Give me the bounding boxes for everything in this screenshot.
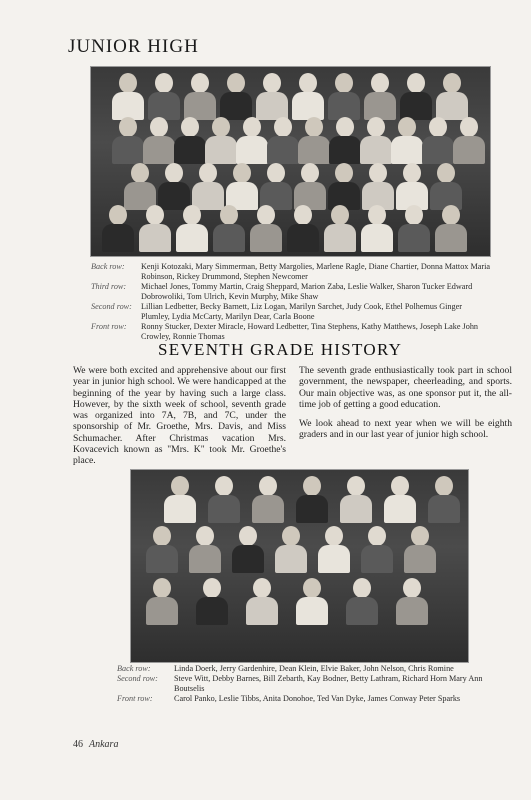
student-figure <box>252 495 284 523</box>
student-figure <box>368 526 386 546</box>
student-figure <box>331 205 349 225</box>
student-figure <box>146 205 164 225</box>
student-figure <box>368 205 386 225</box>
student-figure <box>340 495 372 523</box>
row-label: Second row: <box>91 302 132 311</box>
student-figure <box>303 476 321 496</box>
student-figure <box>243 117 261 137</box>
student-figure <box>329 136 361 164</box>
student-figure <box>112 92 144 120</box>
student-figure <box>325 526 343 546</box>
history-title: SEVENTH GRADE HISTORY <box>158 340 403 359</box>
row-names: Steve Witt, Debby Barnes, Bill Zebarth, Kay Bodner, Betty Lathram, Richard Horn Mary Ann Boutselis <box>174 674 483 693</box>
student-figure <box>391 136 423 164</box>
student-figure <box>422 136 454 164</box>
student-figure <box>164 495 196 523</box>
student-figure <box>435 476 453 496</box>
row-names: Linda Doerk, Jerry Gardenhire, Dean Klein, Elvie Baker, John Nelson, Chris Romine <box>174 664 454 673</box>
student-figure <box>361 224 393 252</box>
student-figure <box>400 92 432 120</box>
student-figure <box>287 224 319 252</box>
student-figure <box>220 92 252 120</box>
text-column-left <box>73 365 286 475</box>
student-figure <box>165 163 183 183</box>
student-figure <box>181 117 199 137</box>
student-figure <box>233 163 251 183</box>
student-figure <box>232 545 264 573</box>
student-figure <box>256 92 288 120</box>
row-names: Ronny Stucker, Dexter Miracle, Howard Ledbetter, Tina Stephens, Kathy Matthews, Joseph Lake John Crowley, Ronnie Thomas <box>141 322 479 341</box>
student-figure <box>435 224 467 252</box>
student-figure <box>294 205 312 225</box>
student-figure <box>213 224 245 252</box>
student-figure <box>384 495 416 523</box>
student-figure <box>215 476 233 496</box>
student-figure <box>437 163 455 183</box>
student-figure <box>391 476 409 496</box>
student-figure <box>407 73 425 93</box>
student-figure <box>176 224 208 252</box>
student-figure <box>346 597 378 625</box>
student-figure <box>263 73 281 93</box>
student-figure <box>305 117 323 137</box>
text-column-right <box>299 365 512 449</box>
student-figure <box>196 526 214 546</box>
student-figure <box>155 73 173 93</box>
student-figure <box>246 597 278 625</box>
row-label: Third row: <box>91 282 127 291</box>
paragraph: We look ahead to next year when we will be eighth graders and in our last year of junior high school. <box>299 418 512 441</box>
paragraph: The seventh grade enthusiastically took part in school government, the newspaper, cheerleading, and sports. Our main objective was, as one sponsor put it, the all-time job of getting a good education. <box>299 365 512 410</box>
row-label: Second row: <box>117 674 158 683</box>
student-figure <box>436 92 468 120</box>
student-figure <box>460 117 478 137</box>
student-figure <box>174 136 206 164</box>
student-figure <box>112 136 144 164</box>
caption-row <box>117 694 487 704</box>
student-figure <box>148 92 180 120</box>
class-photo-junior-high <box>90 66 491 257</box>
student-figure <box>158 182 190 210</box>
student-figure <box>119 117 137 137</box>
student-figure <box>150 117 168 137</box>
student-figure <box>189 545 221 573</box>
caption-row <box>91 262 491 282</box>
photo1-caption <box>91 262 491 342</box>
student-figure <box>119 73 137 93</box>
student-figure <box>153 526 171 546</box>
row-names: Lillian Ledbetter, Becky Barnett, Liz Logan, Marilyn Sarchet, Judy Cook, Ethel Polhemus Ginger Plumley, Lydia McCarty, Marilyn Dear, Carla Boone <box>141 302 462 321</box>
student-figure <box>369 163 387 183</box>
student-figure <box>301 163 319 183</box>
student-figure <box>139 224 171 252</box>
caption-row <box>117 674 487 694</box>
caption-row <box>91 282 491 302</box>
student-figure <box>184 92 216 120</box>
student-figure <box>335 163 353 183</box>
student-figure <box>318 545 350 573</box>
row-label: Back row: <box>117 664 151 673</box>
student-figure <box>253 578 271 598</box>
student-figure <box>303 578 321 598</box>
student-figure <box>398 224 430 252</box>
student-figure <box>191 73 209 93</box>
student-figure <box>267 163 285 183</box>
student-figure <box>298 136 330 164</box>
student-figure <box>398 117 416 137</box>
row-names: Kenji Kotozaki, Mary Simmerman, Betty Margolies, Marlene Ragle, Diane Chartier, Donna Mattox Maria Robinson, Rickey Drummond, Stephen Newcomer <box>141 262 490 281</box>
student-figure <box>143 136 175 164</box>
page-footer <box>73 739 118 750</box>
student-figure <box>428 495 460 523</box>
row-label: Front row: <box>117 694 153 703</box>
photo2-caption <box>117 664 487 704</box>
student-figure <box>146 597 178 625</box>
student-figure <box>146 545 178 573</box>
student-figure <box>367 117 385 137</box>
student-figure <box>299 73 317 93</box>
student-figure <box>403 163 421 183</box>
paragraph: We were both excited and apprehensive about our first year in junior high school. We were handicapped at the beginning of the year by having such a large class. However, by the sixth week of school, seventh grade was organized into 7A, 7B, and 7C, under the sponsorship of Mr. Groethe, Mrs. Davis, and Miss Schumacher. After Christmas vacation Mrs. Kovacevich known as "Mrs. K" took Mr. Groethe's place. <box>73 365 286 467</box>
student-figure <box>429 117 447 137</box>
student-figure <box>208 495 240 523</box>
student-figure <box>153 578 171 598</box>
student-figure <box>443 73 461 93</box>
student-figure <box>183 205 201 225</box>
student-figure <box>250 224 282 252</box>
page-number: 46 <box>73 739 83 750</box>
caption-row <box>91 302 491 322</box>
student-figure <box>335 73 353 93</box>
student-figure <box>275 545 307 573</box>
student-figure <box>203 578 221 598</box>
student-figure <box>361 545 393 573</box>
student-figure <box>220 205 238 225</box>
student-figure <box>324 224 356 252</box>
student-figure <box>131 163 149 183</box>
row-names: Carol Panko, Leslie Tibbs, Anita Donohoe, Ted Van Dyke, James Conway Peter Sparks <box>174 694 461 703</box>
student-figure <box>442 205 460 225</box>
student-figure <box>257 205 275 225</box>
student-figure <box>205 136 237 164</box>
student-figure <box>267 136 299 164</box>
caption-row <box>117 664 487 674</box>
student-figure <box>353 578 371 598</box>
student-figure <box>239 526 257 546</box>
student-figure <box>196 597 228 625</box>
student-figure <box>259 476 277 496</box>
student-figure <box>171 476 189 496</box>
student-figure <box>396 597 428 625</box>
student-figure <box>227 73 245 93</box>
row-label: Front row: <box>91 322 127 331</box>
class-photo-seventh-grade <box>130 469 469 663</box>
student-figure <box>282 526 300 546</box>
student-figure <box>360 136 392 164</box>
student-figure <box>404 545 436 573</box>
student-figure <box>364 92 396 120</box>
row-label: Back row: <box>91 262 125 271</box>
student-figure <box>109 205 127 225</box>
student-figure <box>328 92 360 120</box>
student-figure <box>347 476 365 496</box>
student-figure <box>411 526 429 546</box>
caption-row <box>91 322 491 342</box>
student-figure <box>371 73 389 93</box>
student-figure <box>296 495 328 523</box>
section-title: JUNIOR HIGH <box>68 36 199 57</box>
student-figure <box>199 163 217 183</box>
row-names: Michael Jones, Tommy Martin, Craig Sheppard, Marion Zaba, Leslie Walker, Sharon Tucker Edward Dobrowoliki, Tom Ulrich, Kevin Murphy, Mike Shaw <box>141 282 473 301</box>
student-figure <box>336 117 354 137</box>
student-figure <box>296 597 328 625</box>
student-figure <box>236 136 268 164</box>
student-figure <box>403 578 421 598</box>
publication-name: Ankara <box>89 739 119 750</box>
student-figure <box>453 136 485 164</box>
student-figure <box>405 205 423 225</box>
student-figure <box>102 224 134 252</box>
student-figure <box>274 117 292 137</box>
student-figure <box>212 117 230 137</box>
student-figure <box>292 92 324 120</box>
